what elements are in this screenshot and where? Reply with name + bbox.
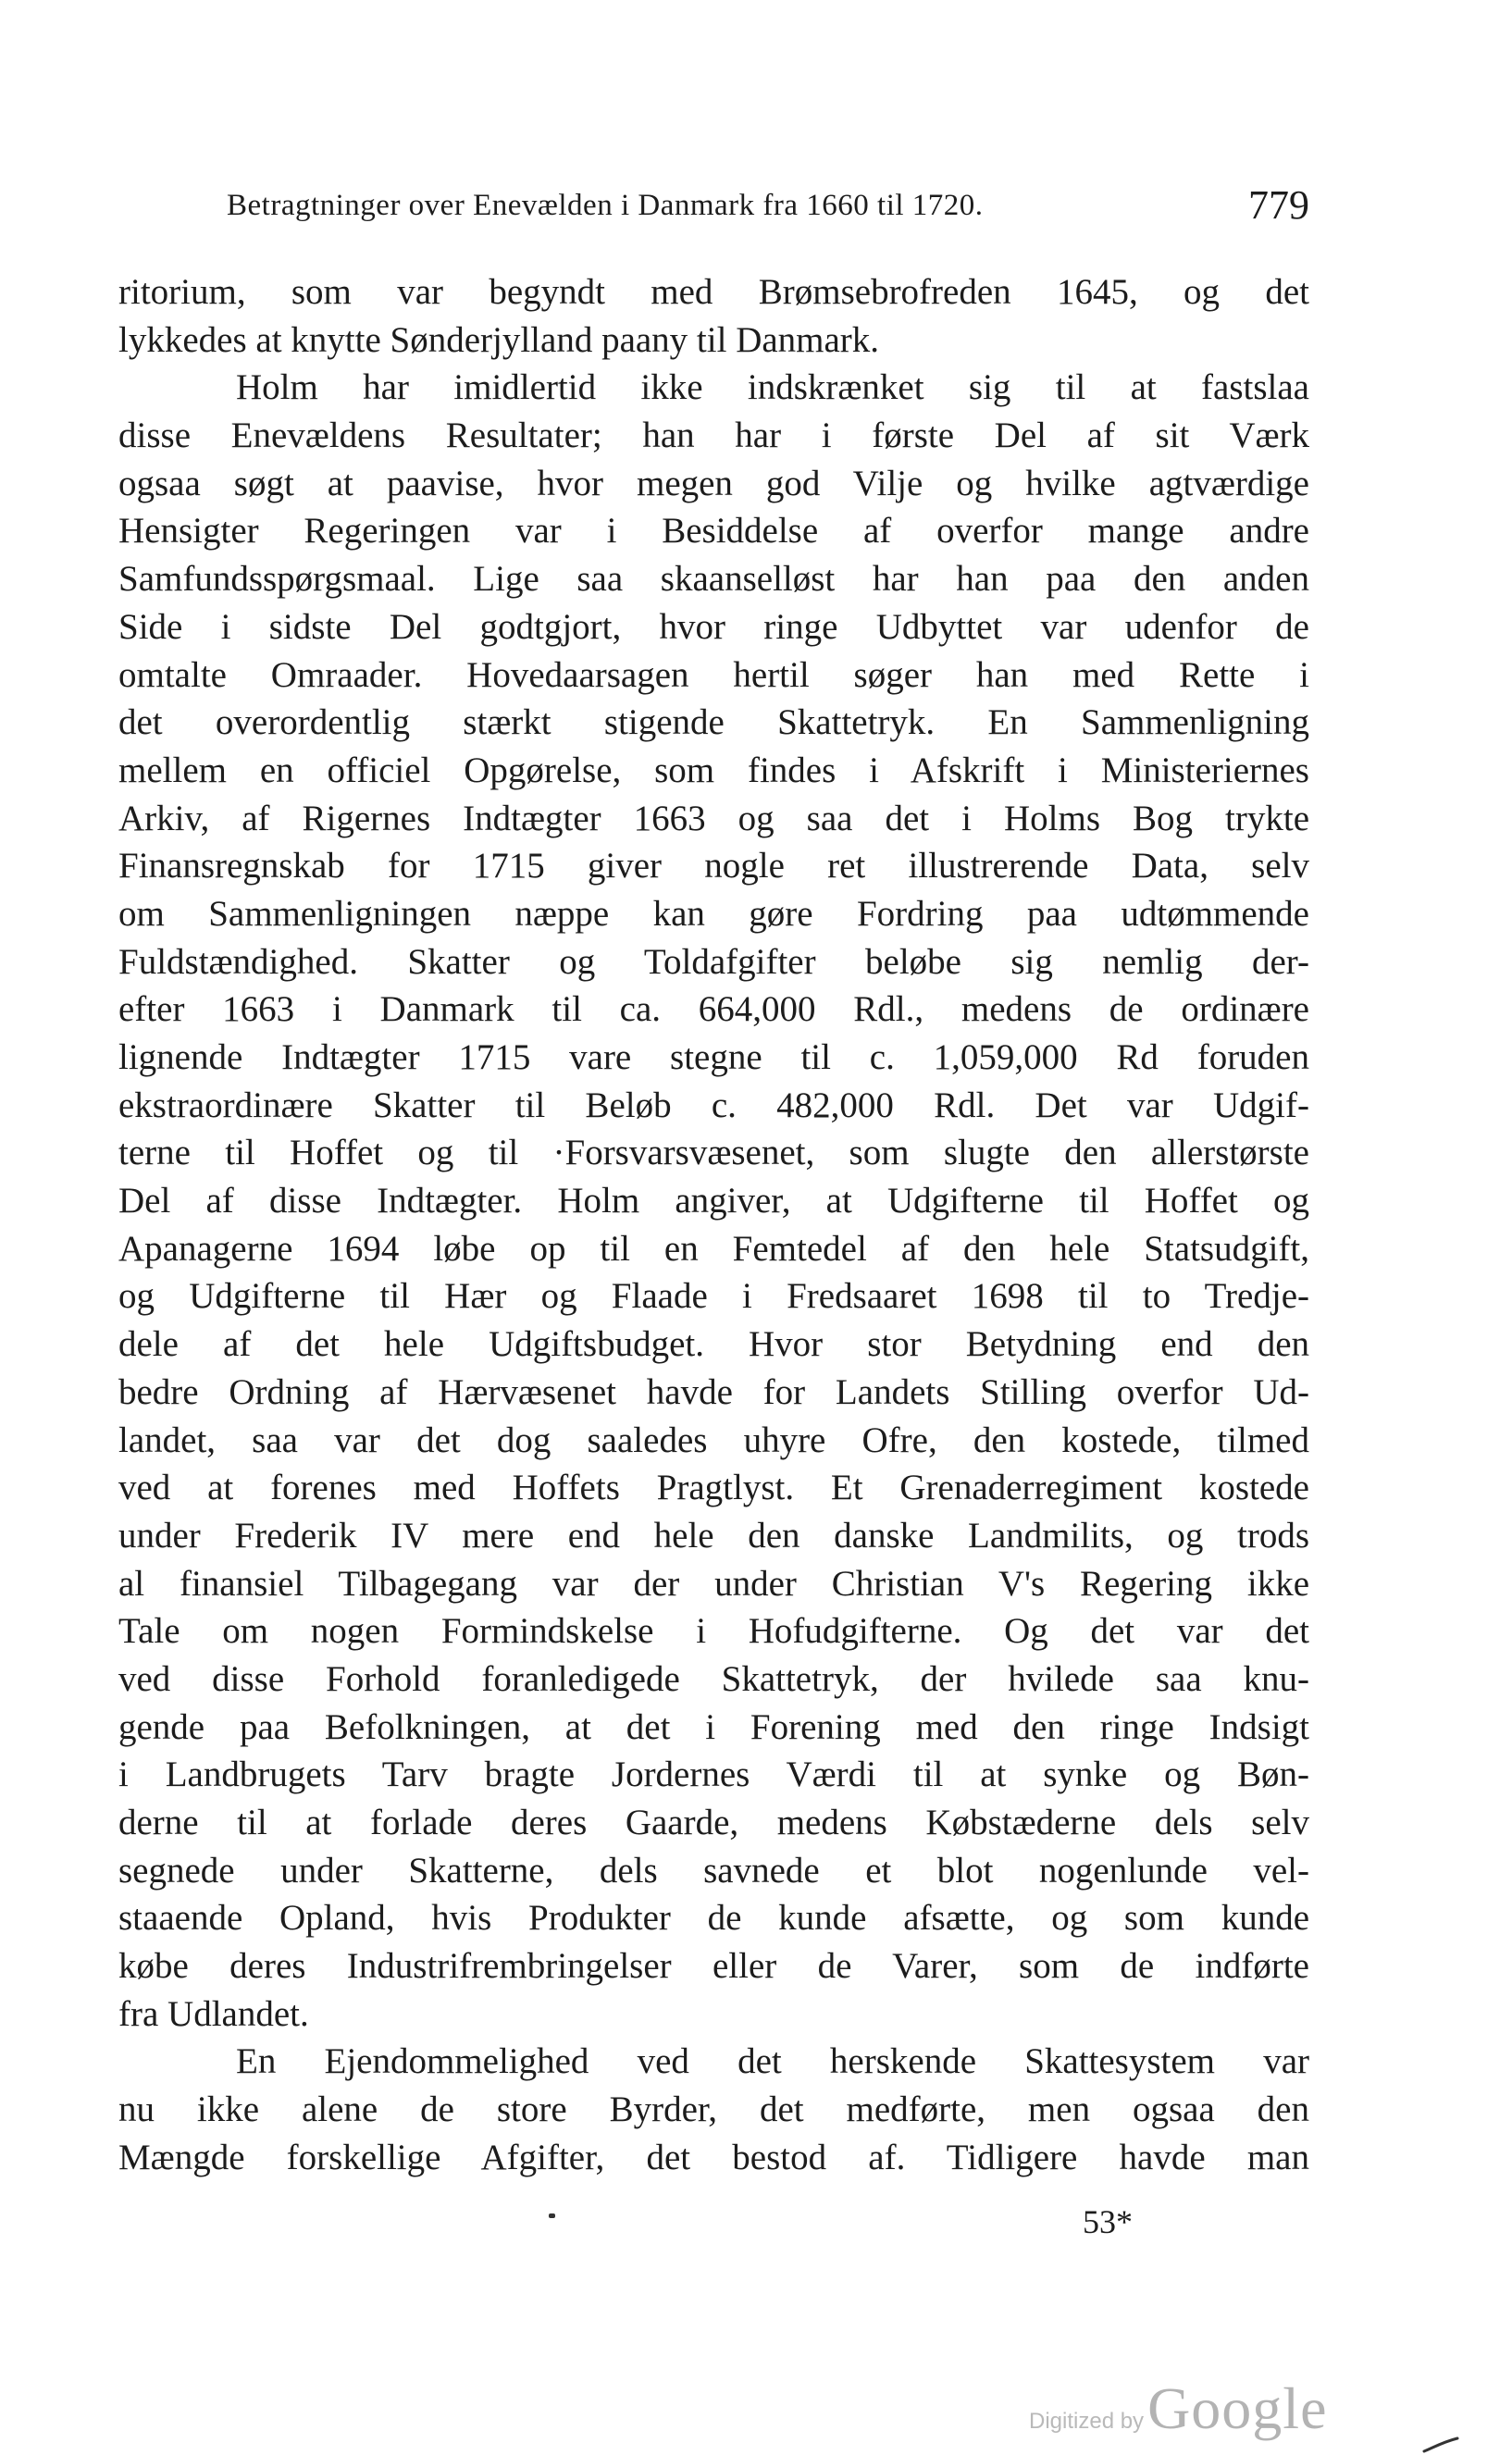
paragraph-first-line: En Ejendommelighed ved det herskende Skattesystem var [236,2041,1309,2082]
text-line: Arkiv, af Rigernes Indtægter 1663 og saa det i Holms Bog trykte [118,798,1309,838]
text-line: fra Udlandet. [118,1993,309,2034]
text-line: lykkedes at knytte Sønderjylland paany til Danmark. [118,319,880,360]
google-logo: Google [1147,2375,1328,2441]
page-number: 779 [1248,182,1309,228]
digitized-by-label: Digitized by [1029,2409,1145,2434]
text-line: gende paa Befolkningen, at det i Forening med den ringe Indsigt [118,1706,1309,1747]
text-line: Side i sidste Del godtgjort, hvor ringe Udbyttet var udenfor de [118,606,1309,647]
running-head [227,181,1309,237]
text-line: i Landbrugets Tarv bragte Jordernes Værdi til at synke og Bøn- [118,1754,1309,1795]
text-line: al finansiel Tilbagegang var der under Christian V's Regering ikke [118,1563,1309,1604]
text-line: Hensigter Regeringen var i Besiddelse af overfor mange andre [118,511,1309,552]
running-title: Betragtninger over Enevælden i Danmark fra 1660 til 1720. [227,189,984,222]
paragraph-first-line: Holm har imidlertid ikke indskrænket sig til at fastslaa [236,367,1309,408]
text-line: bedre Ordning af Hærvæsenet havde for Landets Stilling overfor Ud- [118,1371,1309,1412]
text-line: lignende Indtægter 1715 vare stegne til c. 1,059,000 Rd foruden [118,1037,1309,1077]
text-line: Fuldstændighed. Skatter og Toldafgifter beløbe sig nemlig der- [118,941,1309,982]
text-line: under Frederik IV mere end hele den danske Landmilits, og trods [118,1515,1309,1556]
text-line: omtalte Omraader. Hovedaarsagen hertil søger han med Rette i [118,654,1309,695]
text-line: efter 1663 i Danmark til ca. 664,000 Rdl., medens de ordinære [118,989,1309,1030]
text-line: terne til Hoffet og til ·Forsvarsvæsenet, som slugte den allerstørste [118,1133,1309,1173]
text-line: disse Enevældens Resultater; han har i første Del af sit Værk [118,415,1309,456]
text-line: nu ikke alene de store Byrder, det medførte, men ogsaa den [118,2089,1309,2130]
text-line: dele af det hele Udgiftsbudget. Hvor stor Betydning end den [118,1324,1309,1365]
text-line: Apanagerne 1694 løbe op til en Femtedel af den hele Statsudgift, [118,1228,1309,1269]
text-line: staaende Opland, hvis Produkter de kunde afsætte, og som kunde [118,1898,1309,1939]
text-line: og Udgifterne til Hær og Flaade i Fredsaaret 1698 til to Tredje- [118,1276,1309,1317]
text-line: Finansregnskab for 1715 giver nogle ret illustrerende Data, selv [118,846,1309,887]
pen-stroke-icon [1422,2436,1459,2455]
body-text [118,268,1309,2182]
text-line: ogsaa søgt at paavise, hvor megen god Vilje og hvilke agtværdige [118,463,1309,503]
text-line: landet, saa var det dog saaledes uhyre Ofre, den kostede, tilmed [118,1420,1309,1460]
text-line: det overordentlig stærkt stigende Skattetryk. En Sammenligning [118,702,1309,743]
text-line: Del af disse Indtægter. Holm angiver, at Udgifterne til Hoffet og [118,1181,1309,1221]
text-line: derne til at forlade deres Gaarde, medens Købstæderne dels selv [118,1803,1309,1842]
text-line: ritorium, som var begyndt med Brømsebrofreden 1645, og det [118,272,1309,312]
text-line: mellem en officiel Opgørelse, som findes i Afskrift i Ministeriernes [118,750,1309,790]
digitized-by-watermark [1029,2374,1327,2439]
signature-mark: 53* [1083,2203,1133,2240]
text-line: Tale om nogen Formindskelse i Hofudgifterne. Og det var det [118,1611,1309,1652]
text-line: Mængde forskellige Afgifter, det bestod af. Tidligere havde man [118,2137,1309,2177]
text-line: ekstraordinære Skatter til Beløb c. 482,000 Rdl. Det var Udgif- [118,1085,1309,1125]
print-speck [549,2213,555,2218]
text-line: ved at forenes med Hoffets Pragtlyst. Et Grenaderregiment kostede [118,1468,1309,1508]
text-line: Samfundsspørgsmaal. Lige saa skaanselløst har han paa den anden [118,559,1309,600]
text-line: segnede under Skatterne, dels savnede et blot nogenlunde vel- [118,1850,1309,1891]
text-line: om Sammenligningen næppe kan gøre Fordring paa udtømmende [118,893,1309,934]
text-line: ved disse Forhold foranledigede Skattetryk, der hvilede saa knu- [118,1658,1309,1699]
text-line: købe deres Industrifrembringelser eller de Varer, som de indførte [118,1946,1309,1987]
